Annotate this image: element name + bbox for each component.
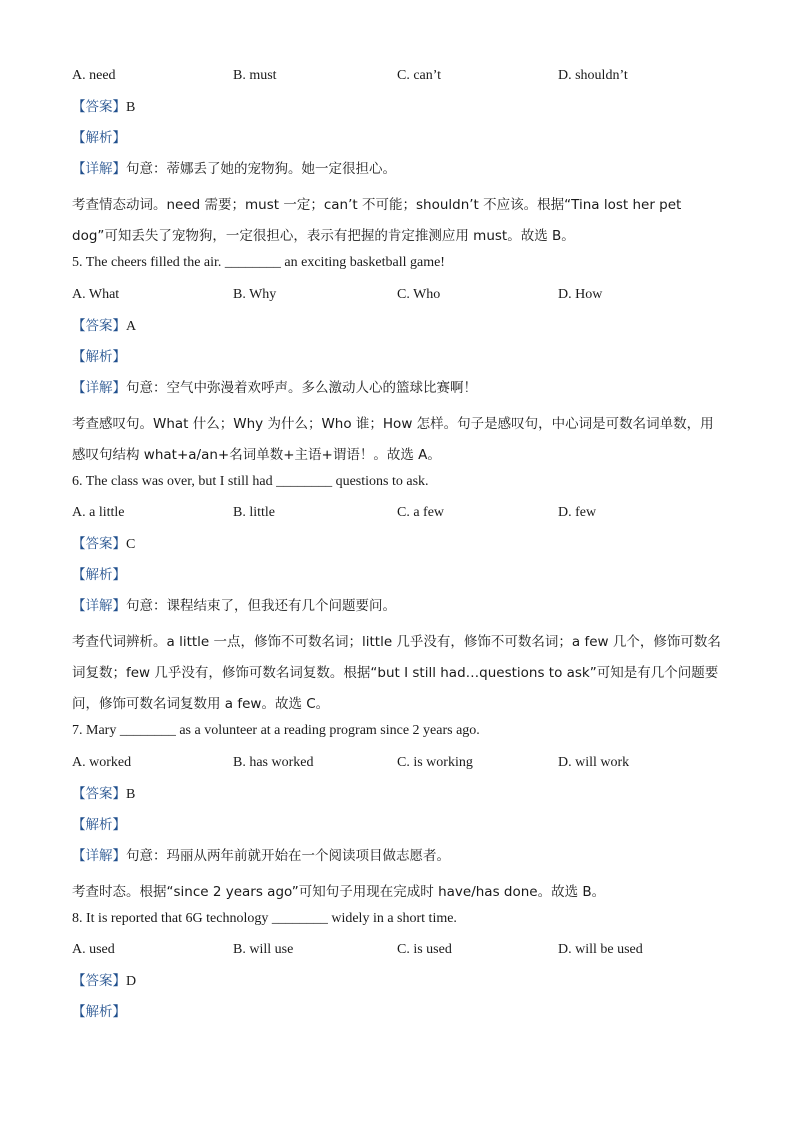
answer-label: 【答案】 bbox=[72, 318, 126, 334]
q7-option-b: B. has worked bbox=[233, 755, 314, 770]
q8-analysis bbox=[72, 1002, 724, 1023]
q5-option-a: A. What bbox=[72, 287, 120, 302]
q5-option-c: C. Who bbox=[397, 287, 441, 302]
q6-options bbox=[72, 503, 724, 523]
q4-explanation: 考查情态动词。need 需要；must 一定；can’t 不可能；shouldn’t 不应该。根据“Tina lost her pet dog”可知丢失了宠物狗，一定很担心，表示有把握的肯定推测应用 must。故选 B。 bbox=[72, 197, 682, 244]
q7-option-a: A. worked bbox=[72, 755, 132, 770]
analysis-label: 【解析】 bbox=[72, 130, 126, 146]
analysis-label: 【解析】 bbox=[72, 567, 126, 583]
q8-option-a: A. used bbox=[72, 942, 115, 957]
q5-analysis bbox=[72, 347, 724, 368]
q8-option-d: D. will be used bbox=[558, 942, 643, 957]
q7-explanation: 考查时态。根据“since 2 years ago”可知句子用现在完成时 have/has done。故选 B。 bbox=[72, 884, 606, 900]
q8-option-c: C. is used bbox=[397, 942, 452, 957]
q5-option-b: B. Why bbox=[233, 287, 277, 302]
q7-option-d: D. will work bbox=[558, 755, 630, 770]
q4-option-d: D. shouldn’t bbox=[558, 68, 628, 83]
q6-question: 6. The class was over, but I still had ________ questions to ask. bbox=[72, 474, 429, 489]
q5-question: 5. The cheers filled the air. ________ an exciting basketball game! bbox=[72, 255, 445, 270]
q4-option-c: C. can’t bbox=[397, 68, 442, 83]
q5-explanation: 考查感叹句。What 什么；Why 为什么；Who 谁；How 怎样。句子是感叹句，中心词是可数名词单数，用感叹句结构 what+a/an+名词单数+主语+谓语！。故选 A。 bbox=[72, 416, 714, 463]
q5-option-d: D. How bbox=[558, 287, 603, 302]
detail-text: 句意：玛丽从两年前就开始在一个阅读项目做志愿者。 bbox=[126, 848, 450, 864]
answer-value: D bbox=[126, 974, 137, 989]
analysis-label: 【解析】 bbox=[72, 1004, 126, 1020]
q6-option-a: A. a little bbox=[72, 505, 125, 520]
q7-detail bbox=[72, 846, 724, 867]
q8-question: 8. It is reported that 6G technology ________ widely in a short time. bbox=[72, 911, 457, 926]
answer-label: 【答案】 bbox=[72, 99, 126, 115]
q6-option-c: C. a few bbox=[397, 505, 445, 520]
q7-analysis bbox=[72, 815, 724, 836]
q8-options bbox=[72, 940, 724, 960]
q6-answer bbox=[72, 534, 724, 555]
q4-option-a: A. need bbox=[72, 68, 116, 83]
q8-answer bbox=[72, 971, 724, 992]
answer-label: 【答案】 bbox=[72, 973, 126, 989]
q6-analysis bbox=[72, 565, 724, 586]
detail-label: 【详解】 bbox=[72, 848, 126, 864]
q4-answer bbox=[72, 97, 724, 118]
detail-label: 【详解】 bbox=[72, 161, 126, 177]
answer-value: C bbox=[126, 537, 136, 552]
detail-label: 【详解】 bbox=[72, 380, 126, 396]
answer-label: 【答案】 bbox=[72, 536, 126, 552]
analysis-label: 【解析】 bbox=[72, 817, 126, 833]
q6-detail bbox=[72, 596, 724, 617]
q5-detail bbox=[72, 378, 724, 399]
q7-options bbox=[72, 753, 724, 773]
detail-text: 句意：蒂娜丢了她的宠物狗。她一定很担心。 bbox=[126, 161, 396, 177]
q4-options bbox=[72, 66, 724, 86]
q8-option-b: B. will use bbox=[233, 942, 294, 957]
q5-answer bbox=[72, 316, 724, 337]
answer-label: 【答案】 bbox=[72, 786, 126, 802]
detail-text: 句意：课程结束了，但我还有几个问题要问。 bbox=[126, 598, 396, 614]
q4-analysis bbox=[72, 128, 724, 149]
answer-value: A bbox=[126, 319, 137, 334]
detail-label: 【详解】 bbox=[72, 598, 126, 614]
q4-option-b: B. must bbox=[233, 68, 277, 83]
q6-explanation: 考查代词辨析。a little 一点，修饰不可数名词；little 几乎没有，修饰不可数名词；a few 几个，修饰可数名词复数；few 几乎没有，修饰可数名词复数。根据“but I still had…questions to ask”可知是有几个问题要问，修饰可数名词复数用 a few。故选 C。 bbox=[72, 634, 721, 712]
analysis-label: 【解析】 bbox=[72, 349, 126, 365]
q7-option-c: C. is working bbox=[397, 755, 473, 770]
q4-detail bbox=[72, 159, 724, 180]
detail-text: 句意：空气中弥漫着欢呼声。多么激动人心的篮球比赛啊！ bbox=[126, 380, 477, 396]
q6-option-d: D. few bbox=[558, 505, 597, 520]
answer-value: B bbox=[126, 100, 136, 115]
q7-answer bbox=[72, 784, 724, 805]
q6-option-b: B. little bbox=[233, 505, 275, 520]
q7-question: 7. Mary ________ as a volunteer at a reading program since 2 years ago. bbox=[72, 723, 480, 738]
answer-value: B bbox=[126, 787, 136, 802]
q5-options bbox=[72, 285, 724, 305]
